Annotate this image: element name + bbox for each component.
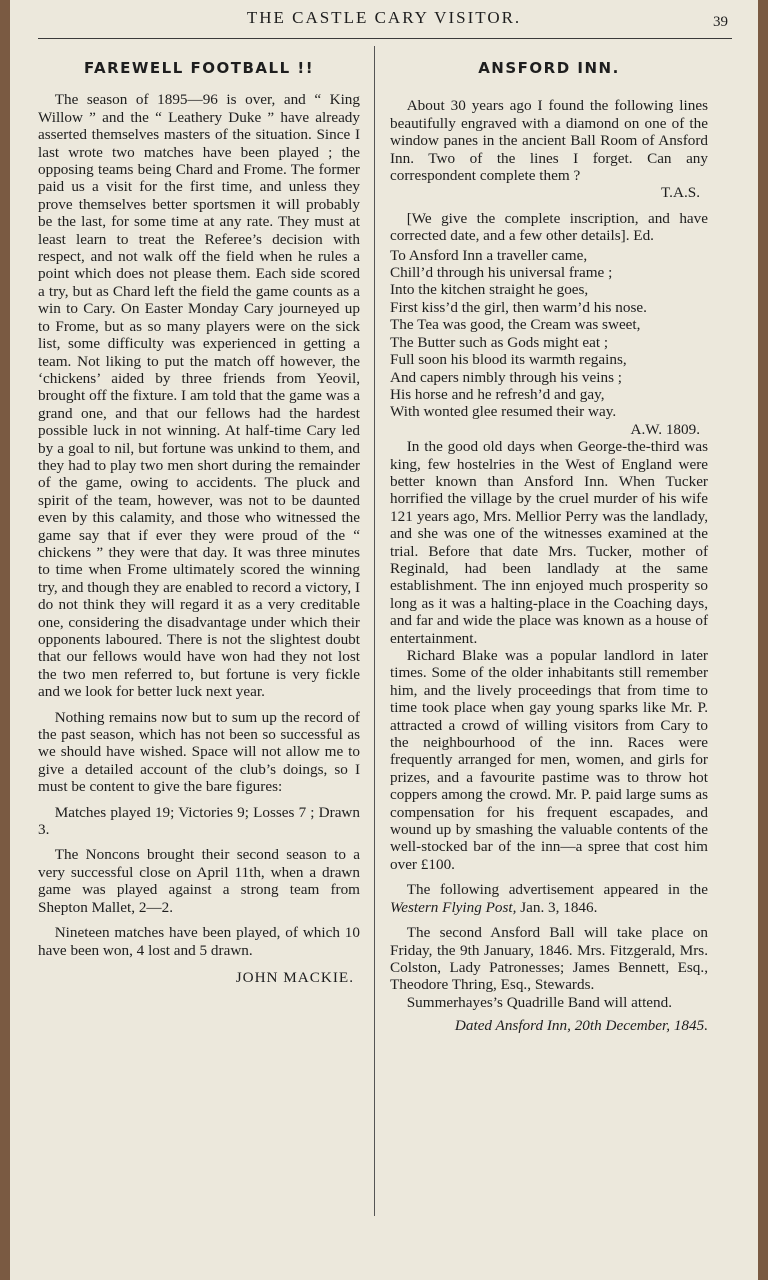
paragraph: The Noncons brought their second season to a very successful close on April 11th, when a drawn game was played against a strong team from Shepton Mallet, 2—2. [38,846,360,916]
dated-line: Dated Ansford Inn, 20th December, 1845. [454,1017,708,1035]
poem-line: Chill’d through his universal frame ; [390,264,613,282]
poem-line: With wonted glee resumed their way. [390,403,617,421]
band-note: Summerhayes’s Quadrille Band will attend. [406,993,673,1011]
article-title: ANSFORD INN. [478,59,620,77]
poem-line: His horse and he refresh’d and gay, [390,385,605,403]
article-title: FAREWELL FOOTBALL !! [83,59,315,77]
advert-date: Jan. 3, 1846. [520,898,598,916]
advert-intro-text: The following advertisement appeared in the [406,881,708,899]
advert-body: The second Ansford Ball will take place on Friday, the 9th January, 1846. Mrs. Fitzgerald, Mrs. Colston, Lady Patronesses; James Bennett, Esq., Theodore Thring, Esq., Stewards. [390,924,708,994]
poem-line: Into the kitchen straight he goes, [390,281,589,299]
paragraph: Nineteen matches have been played, of which 10 have been won, 4 lost and 5 drawn. [38,924,360,959]
page-header [10,6,758,36]
newspaper-name: Western Flying Post, [390,898,517,916]
editor-note: [We give the complete inscription, and have corrected date, and a few other details]. Ed. [390,209,708,245]
paragraph: Richard Blake was a popular landlord in later times. Some of the older inhabitants still remember him, and the lively proceedings that from time to time took place when gay young sparks like Mr. P. attracted a crowd of willing visitors from Cary to the neighbourhood of the inn. Races were frequently arranged for men, women, and girls for prizes, and a favourite pastime was to throw hot coppers among the crowd. Mr. P. paid large sums as compensation for his frequent escapades, and wound up by smashing the valuable contents of the well-stocked bar of the inn—a spree that cost him over £100. [390,647,708,873]
paragraph: Nothing remains now but to sum up the record of the past season, which has not been so successful as we should have wished. Space will not allow me to give a detailed account of the club’s doings, so I must be content to give the bare figures: [38,708,360,796]
poem-line: First kiss’d the girl, then warm’d his nose. [390,298,647,316]
header-rule [38,38,732,39]
paragraph: About 30 years ago I found the following lines beautifully engraved with a diamond on one of the window panes in the ancient Ball Room of Ansford Inn. Two of the lines I forget. Can any correspondent complete them ? [390,97,708,185]
poem-line: And capers nimbly through his veins ; [390,368,623,386]
poem-signature: A.W. 1809. [630,420,700,438]
poem-line: The Tea was good, the Cream was sweet, [390,316,641,334]
article-ansford-inn [390,50,708,1035]
column-divider [374,46,375,1216]
poem-line: The Butter such as Gods might eat ; [390,333,609,351]
intro-signature: T.A.S. [661,184,700,202]
paragraph: In the good old days when George-the-third was king, few hostelries in the West of England were better known than Ansford Inn. When Tucker horrified the village by the cruel murder of his wife 121 years ago, Mrs. Mellior Perry was the landlady, and she was one of the witnesses examined at the trial. Before that date Mrs. Tucker, mother of Reginald, had been landlady at the same establishment. The inn enjoyed much prosperity so long as it was a halting-place in the Coaching days, and far and wide the place was known as a house of entertainment. [390,438,708,647]
poem-line: Full soon his blood its warmth regains, [390,351,627,369]
article-body [38,91,360,959]
paragraph: Matches played 19; Victories 9; Losses 7 ; Drawn 3. [38,803,360,839]
paragraph: The season of 1895—96 is over, and “ King Willow ” and the “ Leathery Duke ” have already asserted themselves masters of the situation. Since I last wrote two matches have been played ; the opposing teams being Chard and Frome. The former paid us a visit for the first time, and unless they prove themselves better sportsmen it will probably be the last, for some time at any rate. They must at least learn to treat the Referee’s decision with respect, and not walk off the field when he rules a point which does not please them. Each side scored a try, but as Chard left the field the game counts as a win to Cary. On Easter Monday Cary journeyed up to Frome, but as so many players were on the sick list, some difficulty was experienced in getting a team. Not liking to put the match off however, the ‘chickens’ aided by three friends from Yeovil, brought off the fixture. I am told that the game was a grand one, and that our fellows had the hardest possible luck in not winning. At half-time Cary led by a goal to nil, but fortune was unkind to them, and they had to play two men short during the remainder of the game, owing to accidents. The pluck and spirit of the team, however, was not to be daunted even by this calamity, and those who witnessed the game say that if ever they were proud of the “ chickens ” they were that day. It was three minutes to time when Frome ultimately scored the winning try, and though they are enabled to record a victory, I do not think they will regard it as a very creditable one, considering the disadvantage under which their opponents laboured. There is not the slightest doubt that our fellows would have won had they not lost the two men referred to, but fortune is very fickle and we look for better luck next year. [38,91,360,701]
page-number: 39 [713,14,728,30]
magazine-page [10,0,758,1280]
advert-intro [390,881,708,916]
article-farewell-football [38,50,360,986]
poem-line: To Ansford Inn a traveller came, [390,246,588,264]
poem [390,247,708,421]
author-signature: JOHN MACKIE. [235,968,354,986]
running-title: THE CASTLE CARY VISITOR. [246,8,522,27]
